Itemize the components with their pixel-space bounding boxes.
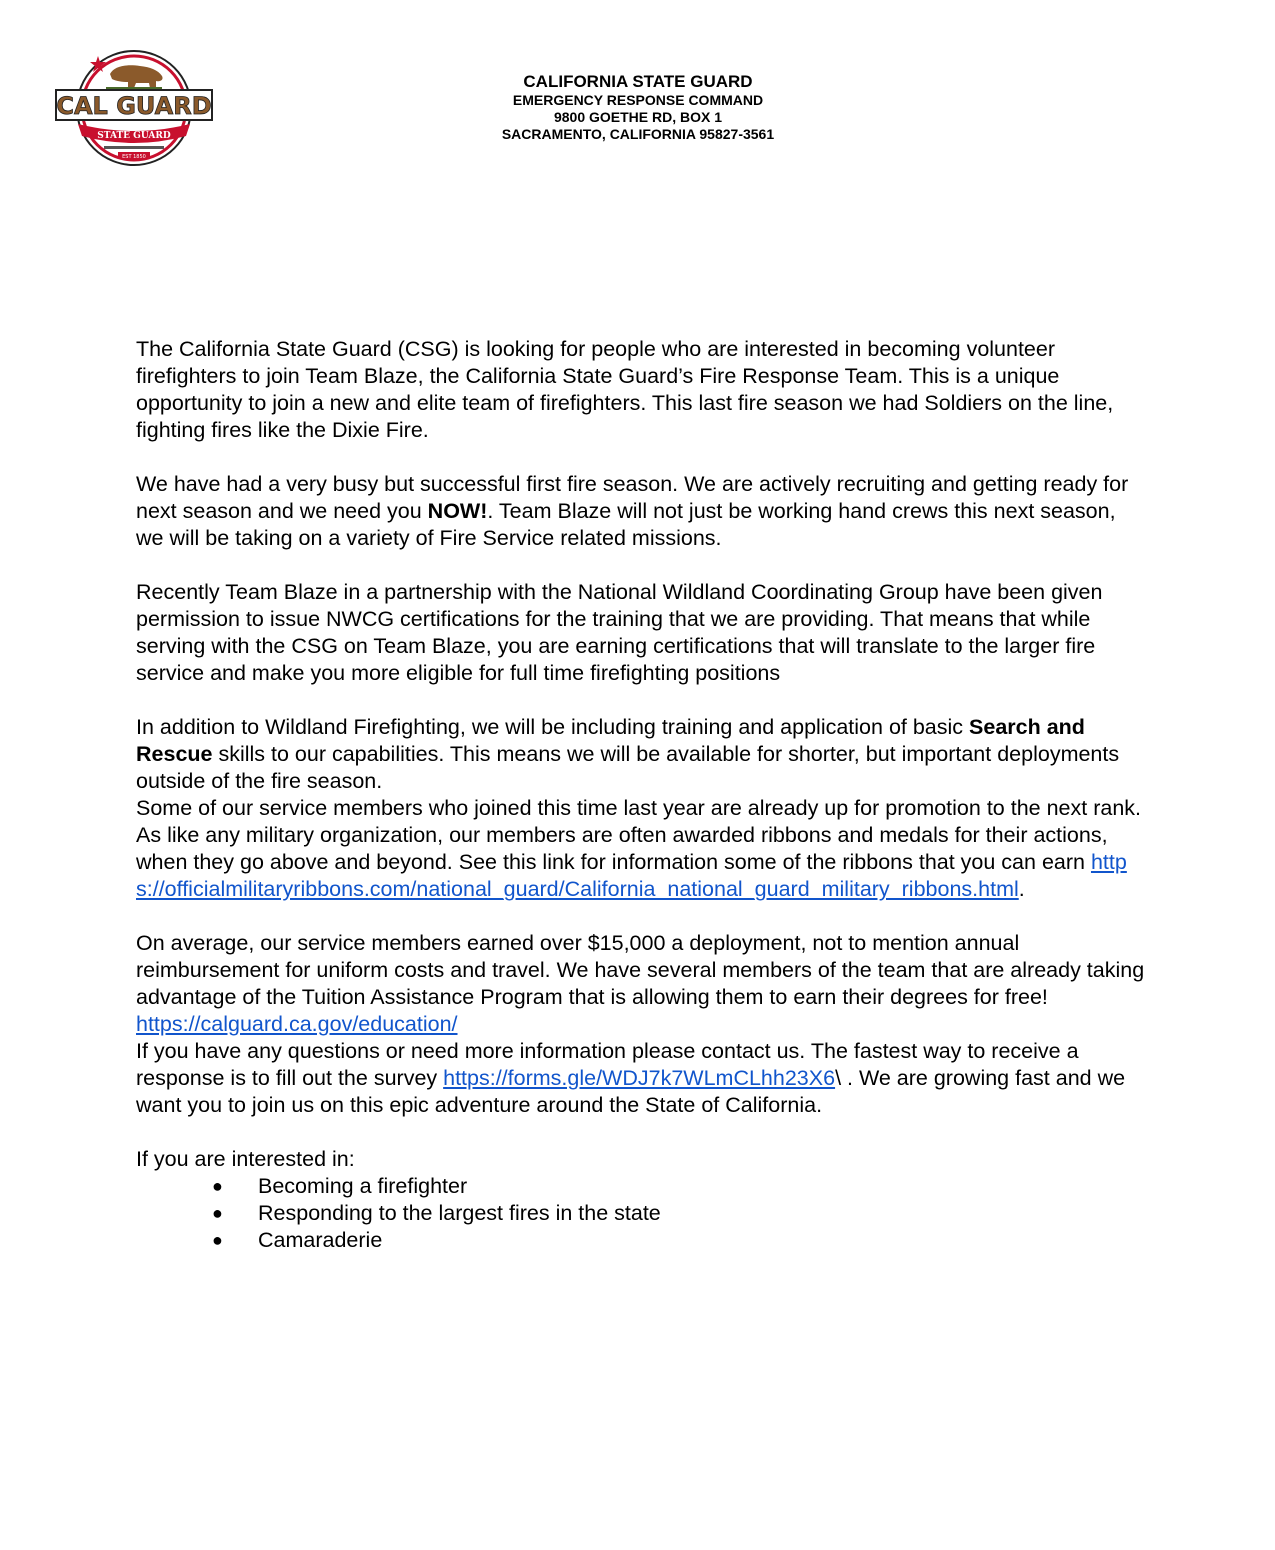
paragraph-nwcg: Recently Team Blaze in a partnership with the National Wildland Coordinating Group have been given permission to issue NWCG certifications for the training that we are providing. That means that while serving with the CSG on Team Blaze, you are earning certifications that will translate to the larger fire service and make you more eligible for full time firefighting positions: [136, 580, 1103, 685]
bullet-icon: ●: [212, 1203, 223, 1223]
address-line-2: SACRAMENTO, CALIFORNIA 95827-3561: [501, 126, 775, 142]
org-name: CALIFORNIA STATE GUARD: [523, 72, 753, 91]
bullet-icon: ●: [212, 1176, 223, 1196]
education-link[interactable]: https://calguard.ca.gov/education/: [136, 1012, 458, 1036]
ribbons-link[interactable]: https://officialmilitaryribbons.com/national_guard/California_national_guard_military_ribbons.html: [136, 850, 1127, 901]
list-item: ● Responding to the largest fires in the state: [212, 1201, 661, 1225]
paragraph-contact: If you have any questions or need more information please contact us. The fastest way to receive a response is to fill out the survey https://forms.gle/WDJ7k7WLmCLhh23X6\ . We are growing fast and we want you to join us on this epic adventure around the State of California.: [136, 1039, 1126, 1117]
list-item: ● Becoming a firefighter: [212, 1174, 468, 1198]
logo-est-text: EST 1850: [122, 154, 146, 160]
paragraph-interested: If you are interested in:: [136, 1147, 355, 1171]
interest-list: [136, 1173, 1146, 1254]
command-name: EMERGENCY RESPONSE COMMAND: [512, 92, 764, 108]
logo-banner-text: STATE GUARD: [97, 131, 171, 141]
paragraph-season: We have had a very busy but successful first fire season. We are actively recruiting and getting ready for next season and we need you NOW!. Team Blaze will not just be working hand crews this next season, we will be taking on a variety of Fire Service related missions.: [136, 472, 1129, 550]
list-item: ● Camaraderie: [212, 1228, 383, 1252]
letter-body: [136, 336, 1146, 1254]
emphasis-now: NOW!: [427, 499, 488, 523]
bullet-icon: ●: [212, 1230, 223, 1250]
paragraph-ribbons: Some of our service members who joined this time last year are already up for promotion to the next rank. As like any military organization, our members are often awarded ribbons and medals for their actions, when they go above and beyond. See this link for information some of the ribbons that you can earn https://officialmilitaryribbons.com/national_guard/California_national_guard_military_ribbons.html.: [136, 796, 1141, 901]
paragraph-intro: The California State Guard (CSG) is looking for people who are interested in becoming volunteer firefighters to join Team Blaze, the California State Guard’s Fire Response Team. This is a unique opportunity to join a new and elite team of firefighters. This last fire season we had Soldiers on the line, fighting fires like the Dixie Fire.: [136, 337, 1114, 442]
paragraph-search-rescue: In addition to Wildland Firefighting, we will be including training and application of basic Search and Rescue skills to our capabilities. This means we will be available for shorter, but important deployments outside of the fire season.: [136, 715, 1120, 793]
cal-guard-logo: [52, 46, 216, 170]
logo-main-text: CAL GUARD: [56, 92, 212, 120]
survey-link[interactable]: https://forms.gle/WDJ7k7WLmCLhh23X6: [443, 1066, 836, 1090]
address-line-1: 9800 GOETHE RD, BOX 1: [553, 109, 723, 125]
emphasis-search-rescue: Search and Rescue: [136, 715, 1085, 766]
letterhead: [400, 72, 876, 143]
paragraph-pay: On average, our service members earned over $15,000 a deployment, not to mention annual reimbursement for uniform costs and travel. We have several members of the team that are already taking advantage of the Tuition Assistance Program that is allowing them to earn their degrees for free! https://calguard.ca.gov/education/: [136, 931, 1145, 1036]
